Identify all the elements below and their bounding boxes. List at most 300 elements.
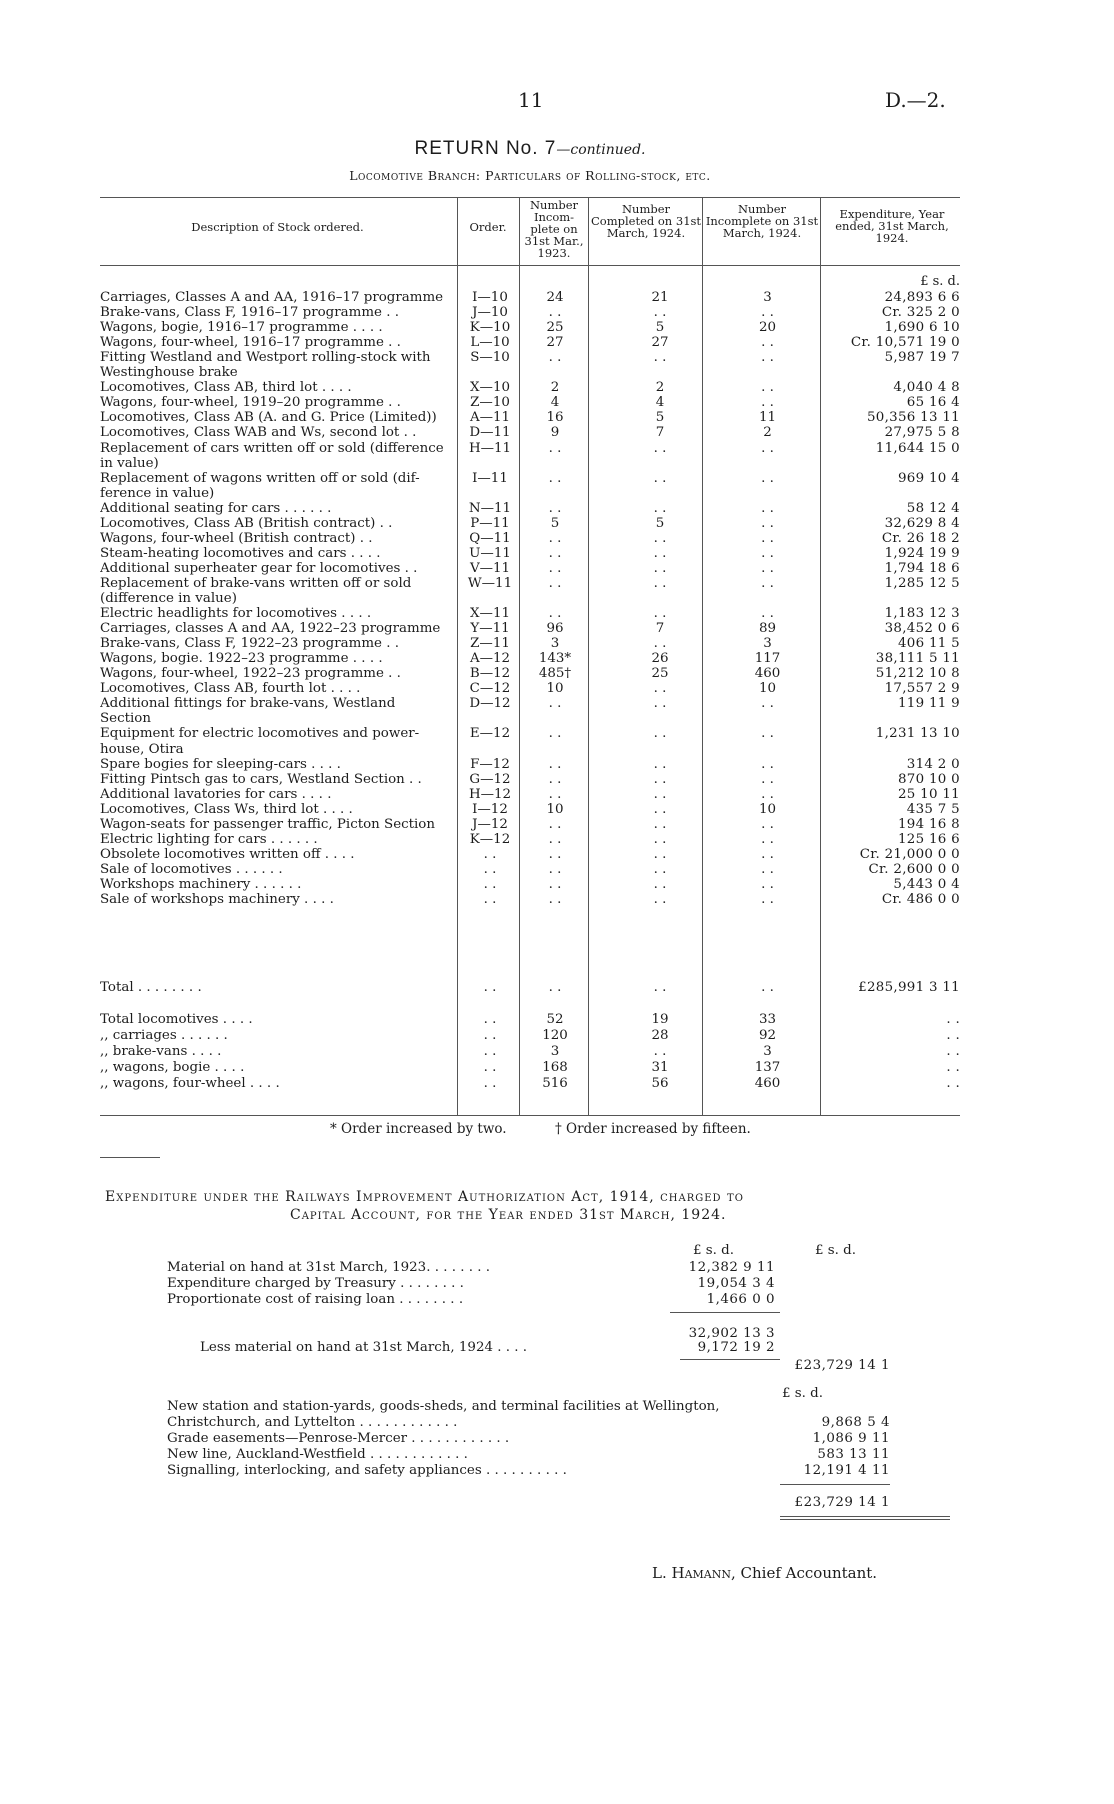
header-incomplete-1923: Number Incom- plete on 31st Mar., 1923.: [524, 198, 584, 260]
row-description: house, Otira: [100, 741, 184, 757]
row-incomplete-1924: . .: [761, 756, 774, 772]
table-row: [100, 395, 960, 410]
row-completed-1924: 4: [655, 395, 665, 411]
row-incomplete-1924: . .: [761, 892, 774, 907]
row-order: L—10: [470, 335, 510, 351]
row-expenditure: . .: [946, 1012, 960, 1027]
row-incomplete-1924: 10: [758, 681, 777, 697]
row-expenditure: Cr. 10,571 19 0: [850, 335, 960, 351]
breakdown-amount: 9,868 5 4: [821, 1415, 890, 1430]
breakdown-header: £ s. d.: [782, 1386, 823, 1401]
row-order: B—12: [469, 666, 511, 682]
row-incomplete-1923: 4: [550, 395, 560, 411]
row-completed-1924: . .: [653, 831, 667, 847]
row-completed-1924: . .: [653, 500, 667, 516]
row-incomplete-1923: . .: [548, 530, 562, 546]
row-description: Replacement of cars written off or sold (difference: [100, 440, 444, 456]
table-row: [100, 516, 960, 531]
table-row: [100, 365, 960, 380]
row-description: Locomotives, Class Ws, third lot . . . .: [100, 801, 353, 817]
row-incomplete-1923: . .: [548, 771, 562, 787]
row-expenditure: . .: [946, 1028, 960, 1043]
table-row: [100, 591, 960, 606]
row-completed-1924: . .: [653, 696, 667, 712]
exp-line-label: Material on hand at 31st March, 1923. . . . . . . .: [167, 1260, 491, 1275]
exp-line-amount: 12,382 9 11: [688, 1260, 775, 1275]
row-description: Replacement of brake-vans written off or sold: [100, 575, 412, 591]
header-bottom-rule: [100, 265, 960, 266]
row-order: Q—11: [469, 530, 511, 546]
title-main: RETURN No. 7: [414, 138, 557, 159]
row-order: D—11: [469, 425, 511, 441]
row-completed-1924: . .: [653, 816, 667, 832]
header-incomplete-1924: Number Incomplete on 31st March, 1924.: [705, 202, 819, 240]
row-completed-1924: . .: [653, 636, 667, 652]
table-row: [100, 290, 960, 305]
row-completed-1924: . .: [653, 786, 667, 802]
row-incomplete-1924: 137: [754, 1060, 781, 1075]
row-order: C—12: [469, 681, 511, 697]
row-expenditure: 38,452 0 6: [884, 621, 960, 637]
col-header-b: £ s. d.: [815, 1243, 856, 1258]
row-completed-1924: . .: [653, 1044, 667, 1059]
row-incomplete-1923: . .: [548, 560, 562, 576]
row-incomplete-1923: 3: [550, 636, 560, 652]
row-order: . .: [483, 980, 497, 995]
row-expenditure: 4,040 4 8: [893, 380, 960, 396]
row-order: I—12: [472, 801, 508, 817]
row-incomplete-1924: 20: [758, 320, 777, 336]
table-row: [100, 621, 960, 636]
row-completed-1924: 56: [651, 1076, 669, 1091]
row-expenditure: 125 16 6: [897, 831, 960, 847]
row-completed-1924: 5: [655, 410, 665, 426]
row-incomplete-1924: . .: [761, 440, 774, 456]
row-incomplete-1924: . .: [761, 515, 774, 531]
row-incomplete-1924: . .: [761, 786, 774, 802]
table-row: [100, 742, 960, 757]
row-order: X—10: [470, 380, 510, 396]
row-order: G—12: [469, 771, 511, 787]
row-description: Westinghouse brake: [100, 365, 238, 381]
page-title: [0, 138, 1060, 160]
row-incomplete-1923: 9: [550, 425, 560, 441]
row-completed-1924: . .: [653, 726, 667, 742]
row-expenditure: 1,794 18 6: [884, 560, 960, 576]
subtotal-rule: [670, 1312, 780, 1313]
row-expenditure: 25 10 11: [897, 786, 960, 802]
row-completed-1924: . .: [653, 350, 667, 366]
row-description: Additional superheater gear for locomotives . .: [100, 560, 418, 576]
breakdown-amount: 583 13 11: [817, 1447, 890, 1462]
row-description: Steam-heating locomotives and cars . . . .: [100, 545, 381, 561]
row-expenditure: Cr. 2,600 0 0: [868, 861, 960, 877]
row-incomplete-1924: . .: [761, 696, 774, 712]
row-description: ,, wagons, four-wheel . . . .: [100, 1076, 280, 1091]
row-incomplete-1924: . .: [761, 980, 774, 995]
row-description: Carriages, classes A and AA, 1922–23 programme: [100, 621, 441, 637]
row-description: ference in value): [100, 485, 215, 501]
row-completed-1924: . .: [653, 530, 667, 546]
exp-line-amount: 1,466 0 0: [706, 1292, 775, 1307]
page-number: 11: [518, 88, 544, 112]
table-row: [100, 410, 960, 425]
row-description: Workshops machinery . . . . . .: [100, 876, 302, 892]
title-continued: —continued.: [556, 142, 646, 158]
row-incomplete-1924: 460: [754, 666, 781, 682]
row-description: Fitting Westland and Westport rolling-stock with: [100, 350, 431, 366]
double-rule: [780, 1519, 950, 1520]
row-order: I—10: [472, 290, 508, 305]
row-description: Wagon-seats for passenger traffic, Picton Section: [100, 816, 435, 832]
table-row: [100, 456, 960, 471]
row-incomplete-1924: 2: [763, 425, 772, 441]
row-incomplete-1923: 25: [546, 320, 564, 336]
row-description: Wagons, four-wheel, 1919–20 programme . .: [100, 395, 401, 411]
table-row: [100, 681, 960, 696]
row-expenditure: 314 2 0: [906, 756, 960, 772]
row-incomplete-1923: 24: [546, 290, 564, 305]
row-order: I—11: [472, 470, 508, 486]
header-order: Order.: [469, 220, 507, 234]
footnote-dagger: † Order increased by fifteen.: [555, 1121, 751, 1137]
signature: [652, 1564, 877, 1582]
breakdown-total: £23,729 14 1: [794, 1495, 890, 1510]
row-description: Locomotives, Class AB (British contract) . .: [100, 515, 393, 531]
row-order: E—12: [469, 726, 511, 742]
row-expenditure: 1,690 6 10: [884, 320, 960, 336]
row-expenditure: 5,987 19 7: [884, 350, 960, 366]
row-completed-1924: . .: [653, 681, 667, 697]
breakdown-label: Christchurch, and Lyttelton . . . . . . . . . . . .: [167, 1415, 458, 1430]
summary-row: [100, 1076, 960, 1091]
table-row: [100, 350, 960, 365]
row-order: . .: [483, 1076, 497, 1091]
breakdown-amount: 12,191 4 11: [803, 1463, 890, 1478]
row-order: . .: [483, 876, 497, 892]
row-expenditure: 870 10 0: [897, 771, 960, 787]
summary-row: [100, 1060, 960, 1075]
row-incomplete-1923: 10: [546, 681, 564, 697]
row-expenditure: Cr. 486 0 0: [881, 892, 960, 907]
table-row: [100, 726, 960, 741]
row-expenditure: 58 12 4: [906, 500, 960, 516]
row-description: Locomotives, Class AB (A. and G. Price (Limited)): [100, 410, 437, 426]
row-expenditure: 5,443 0 4: [893, 876, 960, 892]
row-order: H—12: [468, 786, 512, 802]
row-description: Additional seating for cars . . . . . .: [100, 500, 332, 516]
signature-name: L. Hamann: [652, 1564, 731, 1582]
row-order: . .: [483, 1028, 497, 1043]
row-incomplete-1924: . .: [761, 831, 774, 847]
table-row: [100, 320, 960, 335]
signature-title: , Chief Accountant.: [730, 1564, 878, 1582]
row-incomplete-1923: . .: [548, 575, 562, 591]
table-row: [100, 425, 960, 440]
row-completed-1924: . .: [653, 756, 667, 772]
row-completed-1924: . .: [653, 560, 667, 576]
row-order: . .: [483, 1060, 497, 1075]
row-completed-1924: . .: [653, 980, 667, 995]
exp-subtotal: 32,902 13 3: [688, 1326, 775, 1341]
row-incomplete-1923: 120: [542, 1028, 568, 1043]
row-description: Electric lighting for cars . . . . . .: [100, 831, 318, 847]
less-rule: [680, 1359, 780, 1360]
row-order: K—10: [469, 320, 511, 336]
row-incomplete-1924: . .: [761, 876, 774, 892]
row-description: Wagons, four-wheel, 1922–23 programme . .: [100, 666, 401, 682]
row-incomplete-1923: 168: [542, 1060, 568, 1075]
row-order: P—11: [470, 515, 510, 531]
row-incomplete-1923: . .: [548, 305, 562, 321]
row-order: S—10: [470, 350, 510, 366]
summary-row: [100, 1012, 960, 1027]
breakdown-label: New station and station-yards, goods-sheds, and terminal facilities at Wellington,: [167, 1399, 720, 1414]
row-expenditure: 38,111 5 11: [875, 651, 960, 667]
table-row: [100, 711, 960, 726]
row-completed-1924: . .: [653, 876, 667, 892]
row-expenditure: 32,629 8 4: [884, 515, 960, 531]
row-incomplete-1923: 16: [546, 410, 564, 426]
table-row: [100, 862, 960, 877]
table-row: [100, 772, 960, 787]
row-description: Spare bogies for sleeping-cars . . . .: [100, 756, 341, 772]
row-completed-1924: . .: [653, 801, 667, 817]
row-description: Section: [100, 711, 151, 727]
row-incomplete-1923: . .: [548, 440, 562, 456]
row-order: K—12: [469, 831, 511, 847]
row-completed-1924: 19: [651, 1012, 669, 1027]
row-order: F—12: [470, 756, 510, 772]
breakdown-amount: 1,086 9 11: [812, 1431, 890, 1446]
row-incomplete-1923: . .: [548, 892, 562, 907]
total-row: [100, 980, 960, 995]
row-incomplete-1923: . .: [548, 696, 562, 712]
row-incomplete-1924: . .: [761, 771, 774, 787]
row-incomplete-1924: . .: [761, 530, 774, 546]
row-completed-1924: 5: [655, 320, 665, 336]
row-description: Wagons, bogie. 1922–23 programme . . . .: [100, 651, 383, 667]
table-row: [100, 546, 960, 561]
row-expenditure: 1,231 13 10: [875, 726, 960, 742]
row-expenditure: Cr. 21,000 0 0: [859, 846, 960, 862]
row-order: . .: [483, 1044, 497, 1059]
table-row: [100, 651, 960, 666]
row-order: J—10: [472, 305, 508, 321]
row-order: Z—10: [470, 395, 510, 411]
row-incomplete-1923: 485†: [538, 666, 572, 682]
row-incomplete-1924: 92: [758, 1028, 777, 1043]
row-description: in value): [100, 455, 159, 471]
row-incomplete-1924: 33: [758, 1012, 777, 1027]
breakdown-label: New line, Auckland-Westfield . . . . . . . . . . . .: [167, 1447, 468, 1462]
row-order: . .: [483, 846, 497, 862]
row-expenditure: 65 16 4: [906, 395, 960, 411]
row-expenditure: 50,356 13 11: [866, 410, 960, 426]
row-completed-1924: 7: [655, 425, 665, 441]
row-incomplete-1924: . .: [761, 470, 774, 486]
row-completed-1924: 2: [655, 380, 665, 396]
row-description: Obsolete locomotives written off . . . .: [100, 846, 355, 862]
row-order: N—11: [468, 500, 512, 516]
row-completed-1924: 21: [651, 290, 669, 305]
breakdown-rule: [780, 1484, 890, 1485]
row-incomplete-1923: . .: [548, 786, 562, 802]
row-expenditure: Cr. 325 2 0: [881, 305, 960, 321]
row-description: Sale of locomotives . . . . . .: [100, 861, 283, 877]
row-incomplete-1924: . .: [761, 726, 774, 742]
row-incomplete-1923: . .: [548, 756, 562, 772]
row-incomplete-1924: 460: [754, 1076, 781, 1091]
row-description: Additional lavatories for cars . . . .: [100, 786, 332, 802]
row-completed-1924: . .: [653, 545, 667, 561]
row-expenditure: 1,924 19 9: [884, 545, 960, 561]
row-incomplete-1924: . .: [761, 575, 774, 591]
row-incomplete-1923: . .: [548, 816, 562, 832]
row-completed-1924: 5: [655, 515, 665, 531]
row-expenditure: 119 11 9: [897, 696, 960, 712]
row-incomplete-1924: 89: [758, 621, 777, 637]
row-incomplete-1923: 5: [550, 515, 560, 531]
row-order: A—11: [469, 410, 511, 426]
col-header-a: £ s. d.: [693, 1243, 734, 1258]
row-expenditure: 51,212 10 8: [875, 666, 960, 682]
row-expenditure: 27,975 5 8: [884, 425, 960, 441]
row-description: Wagons, bogie, 1916–17 programme . . . .: [100, 320, 383, 336]
row-incomplete-1924: . .: [761, 545, 774, 561]
row-description: Carriages, Classes A and AA, 1916–17 programme: [100, 290, 444, 305]
row-order: . .: [483, 861, 497, 877]
footnote-star: * Order increased by two.: [330, 1121, 507, 1137]
row-description: Wagons, four-wheel (British contract) . .: [100, 530, 373, 546]
header-description: Description of Stock ordered.: [191, 220, 364, 234]
row-expenditure: . .: [946, 1076, 960, 1091]
section-separator: [100, 1157, 160, 1158]
table-row: [100, 817, 960, 832]
row-incomplete-1923: . .: [548, 861, 562, 877]
table-row: [100, 441, 960, 456]
row-incomplete-1924: 117: [754, 651, 781, 667]
currency-header: £ s. d.: [920, 274, 960, 289]
row-incomplete-1923: . .: [548, 980, 562, 995]
breakdown-label: Grade easements—Penrose-Mercer . . . . . . . . . . . .: [167, 1431, 510, 1446]
row-incomplete-1924: . .: [761, 350, 774, 366]
table-row: [100, 787, 960, 802]
table-row: [100, 802, 960, 817]
row-order: W—11: [467, 575, 513, 591]
row-incomplete-1924: . .: [761, 861, 774, 877]
row-incomplete-1923: . .: [548, 470, 562, 486]
row-incomplete-1924: . .: [761, 380, 774, 396]
row-expenditure: 969 10 4: [897, 470, 960, 486]
row-incomplete-1923: . .: [548, 726, 562, 742]
exp-line-amount: 19,054 3 4: [697, 1276, 775, 1291]
row-completed-1924: . .: [653, 771, 667, 787]
document-reference: D.—2.: [885, 88, 946, 112]
row-incomplete-1923: . .: [548, 350, 562, 366]
row-description: Brake-vans, Class F, 1922–23 programme . .: [100, 636, 399, 652]
row-order: . .: [483, 1012, 497, 1027]
row-expenditure: 1,183 12 3: [884, 606, 960, 622]
row-description: Total locomotives . . . .: [100, 1012, 253, 1027]
row-description: Locomotives, Class WAB and Ws, second lot . .: [100, 425, 417, 441]
row-incomplete-1924: . .: [761, 816, 774, 832]
row-order: V—11: [469, 560, 511, 576]
row-incomplete-1924: . .: [761, 500, 774, 516]
table-row: [100, 877, 960, 892]
row-incomplete-1924: . .: [761, 560, 774, 576]
row-description: Fitting Pintsch gas to cars, Westland Section . .: [100, 771, 422, 787]
exp-line-label: Proportionate cost of raising loan . . . . . . . .: [167, 1292, 464, 1307]
table-bottom-rule: [100, 1115, 960, 1116]
row-order: Z—11: [470, 636, 510, 652]
row-description: ,, wagons, bogie . . . .: [100, 1060, 245, 1075]
row-completed-1924: . .: [653, 305, 667, 321]
row-incomplete-1924: 11: [758, 410, 777, 426]
row-expenditure: Cr. 26 18 2: [881, 530, 960, 546]
table-row: [100, 486, 960, 501]
row-order: X—11: [470, 606, 510, 622]
row-description: Brake-vans, Class F, 1916–17 programme . .: [100, 305, 399, 321]
row-order: . .: [483, 892, 497, 907]
table-row: [100, 757, 960, 772]
row-order: J—12: [472, 816, 508, 832]
row-incomplete-1924: . .: [761, 305, 774, 321]
exp-line-label: Expenditure charged by Treasury . . . . . . . .: [167, 1276, 464, 1291]
row-expenditure: 17,557 2 9: [884, 681, 960, 697]
table-row: [100, 471, 960, 486]
page-subtitle: Locomotive Branch: Particulars of Rolling-stock, etc.: [349, 168, 711, 183]
row-incomplete-1923: 27: [546, 335, 564, 351]
summary-row: [100, 1044, 960, 1059]
table-row: [100, 636, 960, 651]
table-row: [100, 696, 960, 711]
row-completed-1924: 7: [655, 621, 665, 637]
row-description: Electric headlights for locomotives . . . .: [100, 606, 372, 622]
row-description: ,, brake-vans . . . .: [100, 1044, 222, 1059]
row-description: ,, carriages . . . . . .: [100, 1028, 228, 1043]
row-expenditure: . .: [946, 1060, 960, 1075]
row-expenditure: £285,991 3 11: [858, 980, 960, 995]
table-row: [100, 501, 960, 516]
table-row: [100, 305, 960, 320]
row-incomplete-1924: . .: [761, 606, 774, 622]
row-order: U—11: [469, 545, 511, 561]
row-description: Locomotives, Class AB, third lot . . . .: [100, 380, 352, 396]
row-completed-1924: 27: [651, 335, 669, 351]
row-incomplete-1923: 516: [542, 1076, 568, 1091]
row-completed-1924: 26: [651, 651, 669, 667]
table-row: [100, 380, 960, 395]
row-expenditure: 1,285 12 5: [884, 575, 960, 591]
row-description: Replacement of wagons written off or sold (dif-: [100, 470, 420, 486]
table-row: [100, 576, 960, 591]
row-completed-1924: 31: [651, 1060, 669, 1075]
row-order: D—12: [469, 696, 511, 712]
table-row: [100, 832, 960, 847]
row-completed-1924: 25: [651, 666, 669, 682]
header-completed-1924: Number Completed on 31st March, 1924.: [590, 202, 702, 240]
row-completed-1924: . .: [653, 892, 667, 907]
header-expenditure: Expenditure, Year ended, 31st March, 1924.: [835, 207, 949, 245]
summary-row: [100, 1028, 960, 1043]
row-incomplete-1924: 3: [763, 290, 772, 305]
table-row: [100, 892, 960, 907]
row-description: Sale of workshops machinery . . . .: [100, 892, 334, 907]
row-order: H—11: [468, 440, 512, 456]
table-row: [100, 666, 960, 681]
row-expenditure: 435 7 5: [906, 801, 960, 817]
